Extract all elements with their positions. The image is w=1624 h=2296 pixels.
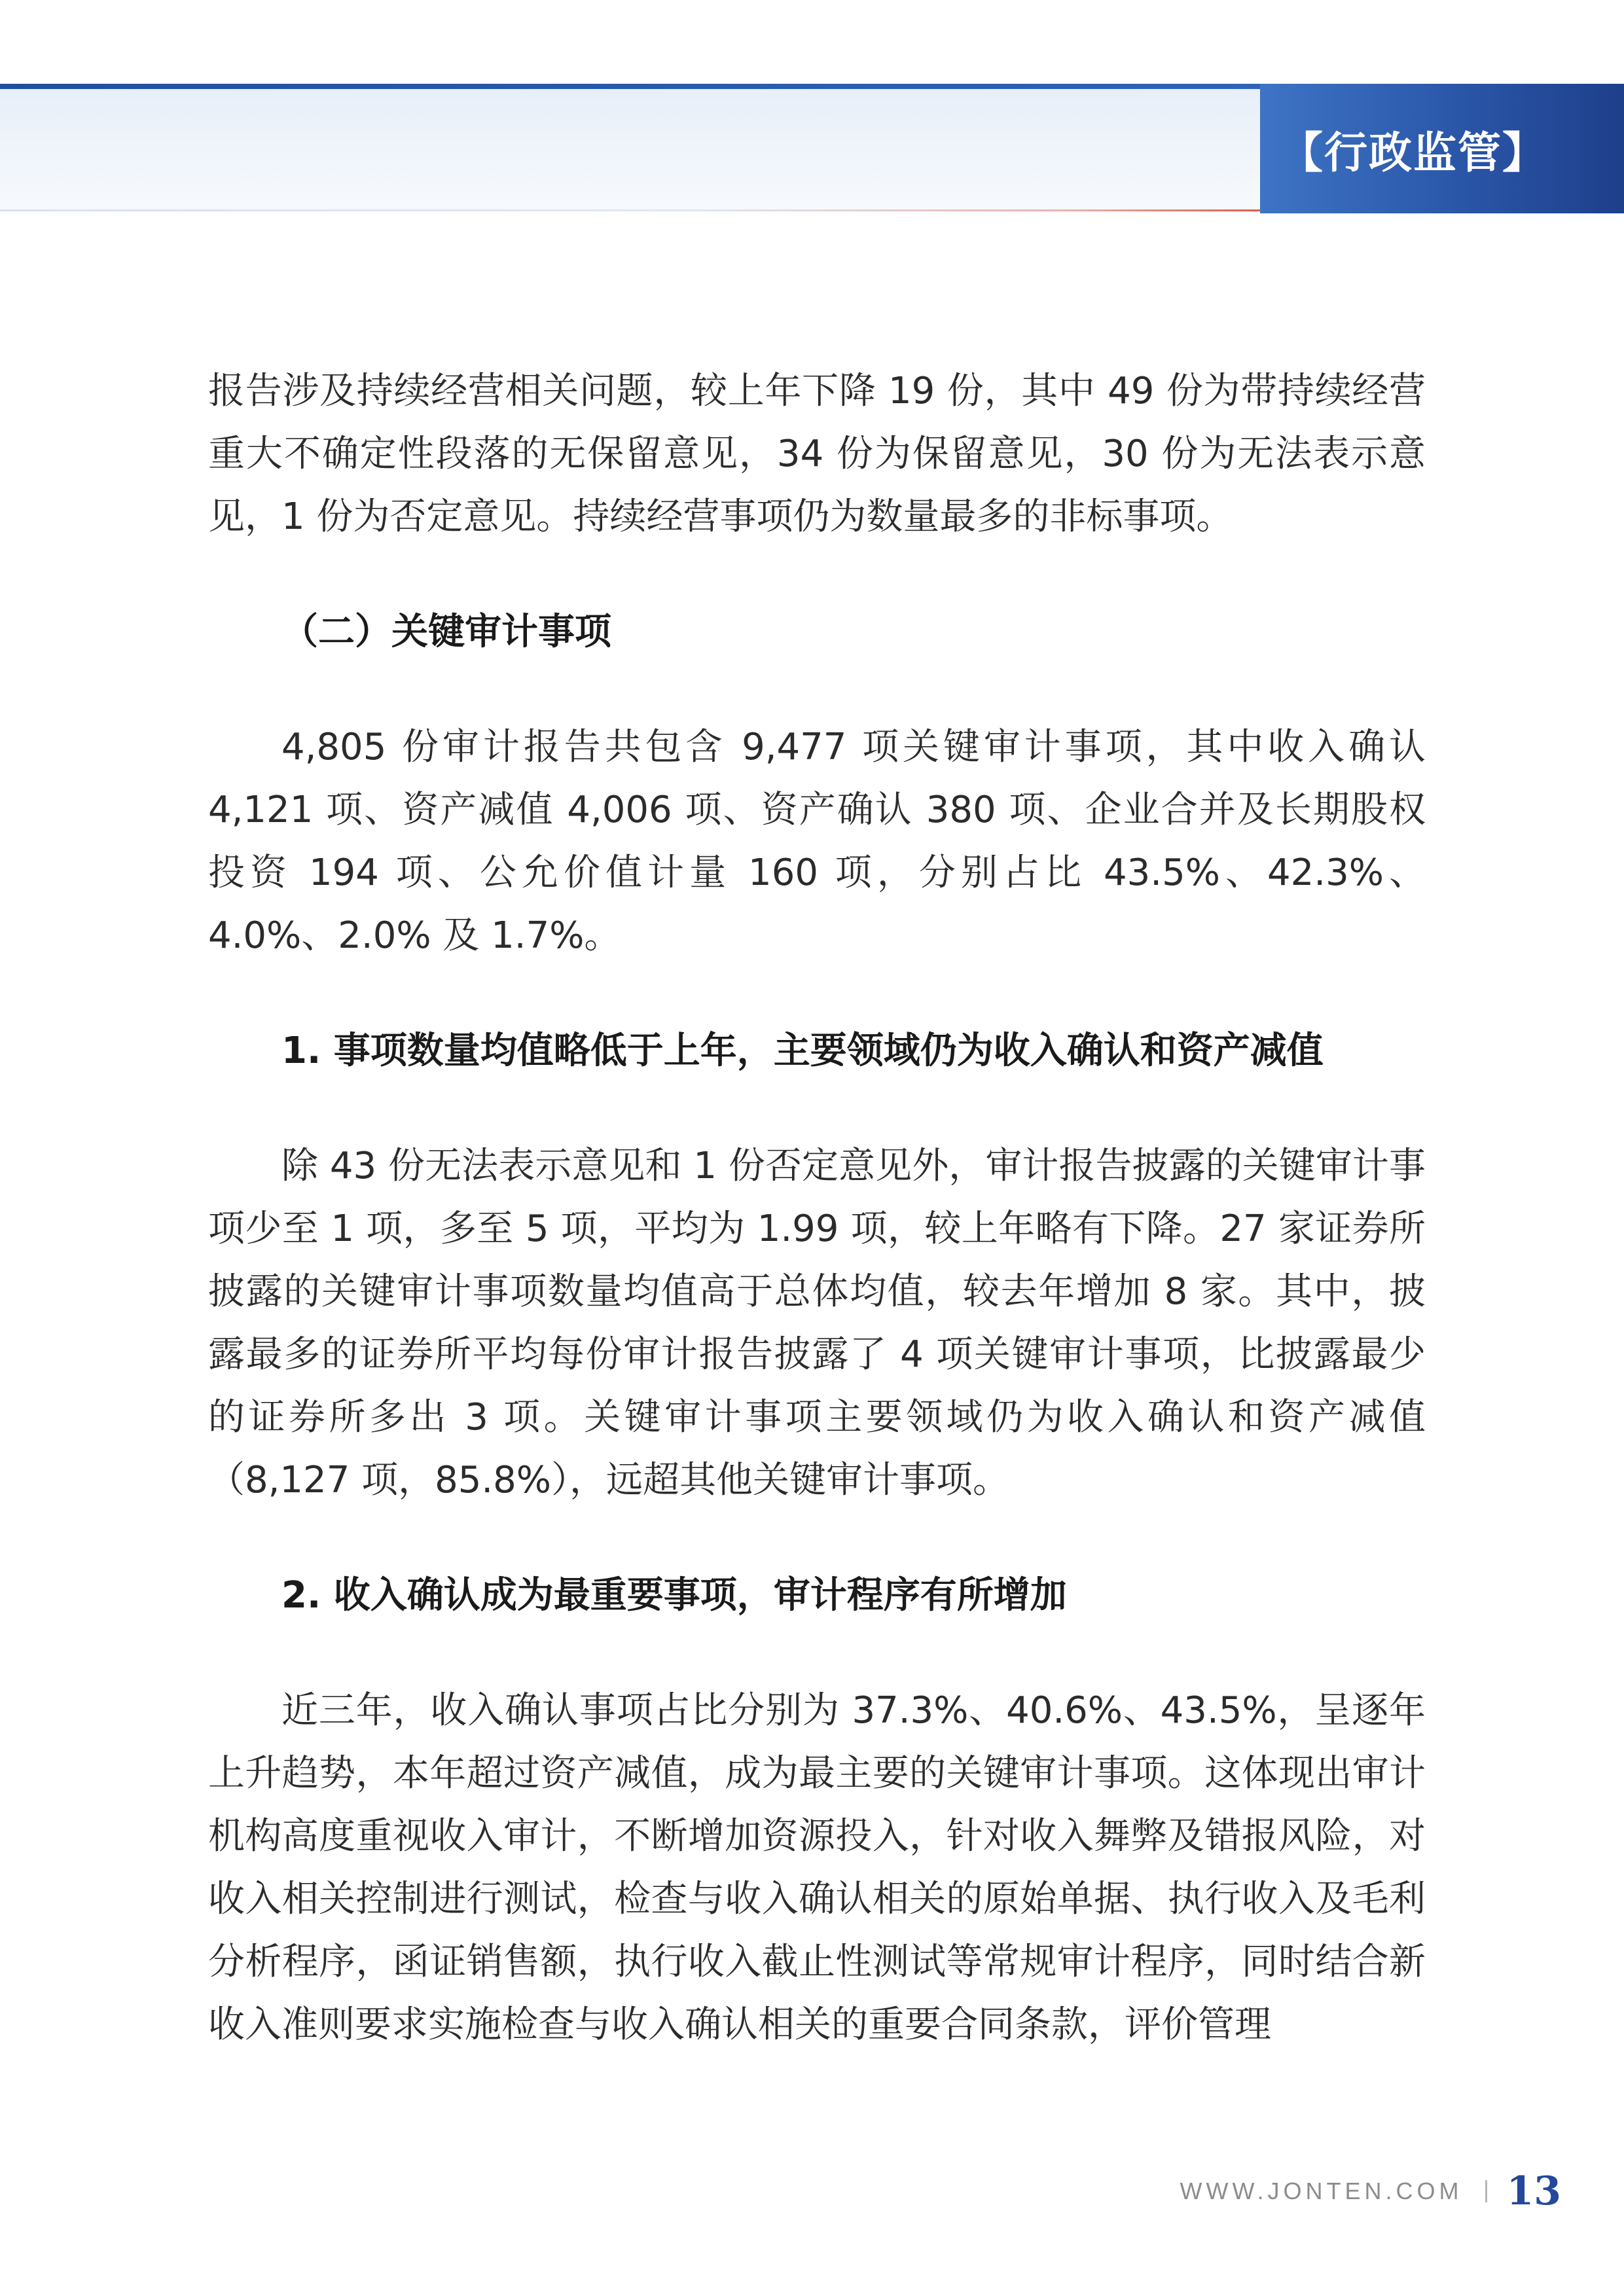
header-band	[0, 84, 1260, 209]
section-tag: 【行政监管】	[1260, 84, 1624, 213]
section-heading-key-audit-matters: （二）关键审计事项	[281, 611, 611, 653]
footer-divider	[1485, 2180, 1487, 2202]
page-content	[208, 360, 1426, 2056]
header-top-rule	[0, 84, 1260, 89]
subheading-matter-count: 1. 事项数量均值略低于上年，主要领域仍为收入确认和资产减值	[281, 1030, 1324, 1072]
page-number: 13	[1506, 2168, 1561, 2214]
paragraph-matter-count: 除 43 份无法表示意见和 1 份否定意见外，审计报告披露的关键审计事项少至 1 项，多至 5 项，平均为 1.99 项，较上年略有下降。27 家证券所披露的关键审计事项数量均值高于总体均值，较去年增加 8 家。其中，披露最多的证券所平均每份审计报告披露了 4 项关键审计事项，比披露最少的证券所多出 3 项。关键审计事项主要领域仍为收入确认和资产减值（8,127 项，85.8%），远超其他关键审计事项。	[208, 1145, 1426, 1501]
page-footer	[1180, 2165, 1561, 2217]
paragraph-going-concern: 报告涉及持续经营相关问题，较上年下降 19 份，其中 49 份为带持续经营重大不确定性段落的无保留意见，34 份为保留意见，30 份为无法表示意见，1 份为否定意见。持续经营事项仍为数量最多的非标事项。	[208, 370, 1426, 538]
paragraph-revenue-recognition: 近三年，收入确认事项占比分别为 37.3%、40.6%、43.5%，呈逐年上升趋势，本年超过资产减值，成为最主要的关键审计事项。这体现出审计机构高度重视收入审计，不断增加资源投入，针对收入舞弊及错报风险，对收入相关控制进行测试，检查与收入确认相关的原始单据、执行收入及毛利分析程序，函证销售额，执行收入截止性测试等常规审计程序，同时结合新收入准则要求实施检查与收入确认相关的重要合同条款，评价管理	[208, 1689, 1426, 2046]
footer-website: WWW.JONTEN.COM	[1180, 2178, 1463, 2204]
subheading-revenue-recognition: 2. 收入确认成为最重要事项，审计程序有所增加	[281, 1574, 1067, 1617]
header-bottom-rule	[0, 209, 1260, 211]
paragraph-key-audit-summary: 4,805 份审计报告共包含 9,477 项关键审计事项，其中收入确认 4,121 项、资产减值 4,006 项、资产确认 380 项、企业合并及长期股权投资 194 项、公允价值计量 160 项，分别占比 43.5%、42.3%、4.0%、2.0% 及 1.7%。	[208, 726, 1426, 957]
